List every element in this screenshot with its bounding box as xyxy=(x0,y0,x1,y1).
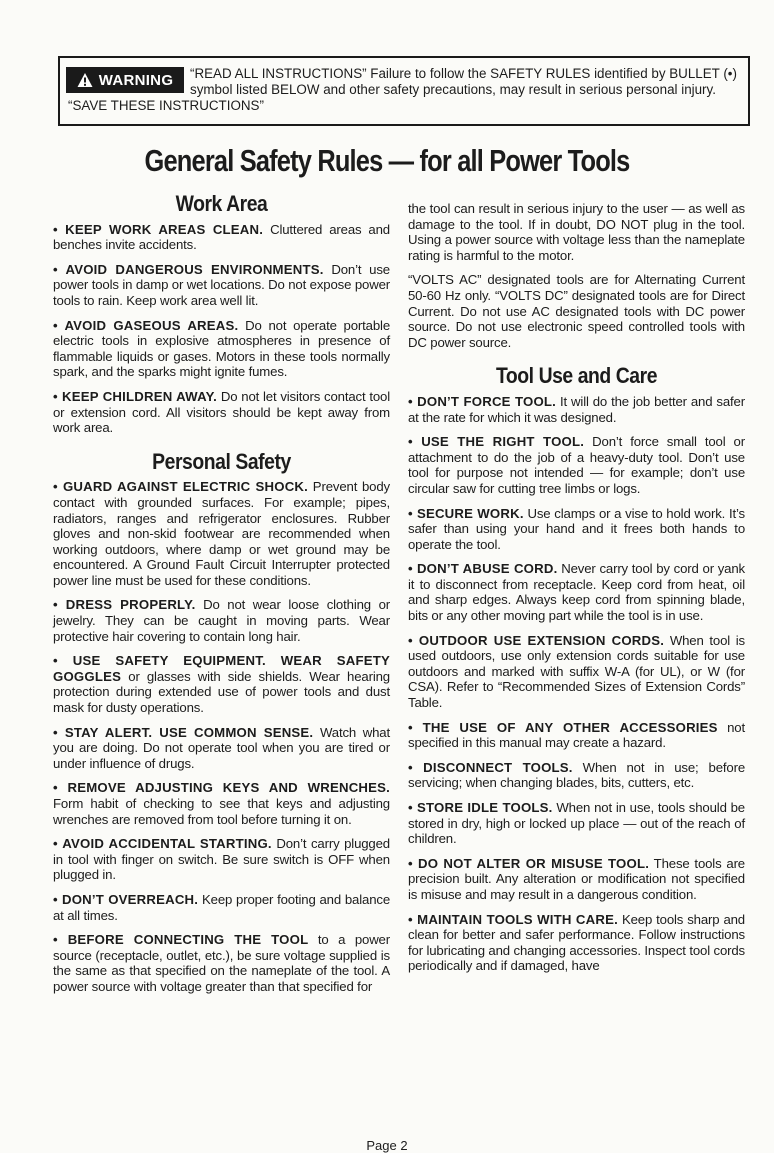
rule-text: Use clamps or a vise to hold work. It’s safer than using your hand and it frees both hands to operate the tool. xyxy=(408,505,745,552)
rule-text: Do not wear loose clothing or jewelry. They can be caught in moving parts. Wear protective hair covering to contain long hair. xyxy=(53,597,390,644)
rule-lead: • DON’T ABUSE CORD. xyxy=(408,561,558,577)
safety-rule xyxy=(53,725,390,772)
rule-lead: • DISCONNECT TOOLS. xyxy=(408,759,573,775)
rule-text: Do not let visitors contact tool or extension cord. All visitors should be kept away from work area. xyxy=(53,388,390,436)
rule-lead: • SECURE WORK. xyxy=(408,505,524,521)
safety-rule xyxy=(408,720,745,751)
rule-text: It will do the job better and safer at the rate for which it was designed. xyxy=(408,393,745,425)
rule-lead: • STAY ALERT. USE COMMON SENSE. xyxy=(53,724,314,740)
rule-lead: • DON’T OVERREACH. xyxy=(53,891,199,907)
page-number: Page 2 xyxy=(366,1138,408,1153)
rule-text: Don’t carry plugged in tool with finger on switch. Be sure switch is OFF when plugged in. xyxy=(53,836,390,883)
rule-lead: • OUTDOOR USE EXTENSION CORDS. xyxy=(408,632,665,648)
safety-rule xyxy=(408,561,745,623)
safety-rule xyxy=(53,389,390,436)
rule-text: Keep tools sharp and clean for better and safer performance. Follow instructions for lubricating and changing accessories. Inspect tool cords periodically and if damaged, have xyxy=(408,911,745,974)
rule-lead: • AVOID ACCIDENTAL STARTING. xyxy=(53,836,272,852)
safety-rule xyxy=(53,932,390,994)
rule-text: Never carry tool by cord or yank it to disconnect from receptacle. Keep cord from heat, oil and sharp edges. Always keep cord from spinning blade, bits or any other moving part while the tool is in use. xyxy=(408,561,745,624)
rule-text: Prevent body contact with grounded surfaces. For example; pipes, radiators, ranges and refrigerator enclosures. Rubber gloves and non-skid footwear are recommended when working outdoors, where damp or wet ground may be encountered. A Ground Fault Circuit Interrupter protected power line must be used for these conditions. xyxy=(53,479,390,588)
rule-text: When not in use; before servicing; when changing blades, bits, cutters, etc. xyxy=(408,759,746,791)
safety-rule xyxy=(53,892,390,923)
left-column xyxy=(53,191,391,1004)
rule-lead: • KEEP CHILDREN AWAY. xyxy=(53,388,217,404)
safety-rule xyxy=(408,506,745,553)
rule-text: to a power source (receptacle, outlet, etc.), be sure voltage supplied is the same as that specified on the nameplate of the tool. A power source with voltage greater than that specified for xyxy=(53,932,390,994)
section-heading-tool-use: Tool Use and Care xyxy=(495,363,658,389)
warning-badge-label: WARNING xyxy=(98,71,174,89)
warning-line-1: “READ ALL INSTRUCTIONS” Failure to follow the SAFETY RULES identified by BULLET (•) xyxy=(190,66,737,81)
safety-rule xyxy=(53,597,390,644)
safety-rule xyxy=(408,394,745,425)
safety-rule xyxy=(53,318,390,380)
rule-text: These tools are precision built. Any alteration or modification not specified is misuse and may result in a dangerous condition. xyxy=(408,855,745,902)
safety-rule xyxy=(408,434,745,496)
rule-text: When not in use, tools should be stored in dry, high or locked up place — out of the reach of children. xyxy=(408,800,745,847)
safety-rule xyxy=(53,780,390,827)
rule-lead: • REMOVE ADJUSTING KEYS AND WRENCHES. xyxy=(53,780,390,796)
rule-text: When tool is used outdoors, use only extension cords suitable for use outdoors and marked with suffix W-A (for UL), or W (for CSA). Refer to “Recommended Sizes of Extension Cords” Table. xyxy=(408,632,745,711)
safety-rule xyxy=(408,856,745,903)
rule-text: or glasses with side shields. Wear hearing protection during extended use of power tools and dust mask for dusty operations. xyxy=(53,668,390,716)
section-heading-personal-safety: Personal Safety xyxy=(152,448,291,474)
section-heading-work-area: Work Area xyxy=(175,191,268,216)
safety-rule xyxy=(53,653,390,715)
rule-text: Do not operate portable electric tools in explosive atmospheres in presence of flammable liquids or gases. Motors in these tools normally spark, and the sparks might ignite fumes. xyxy=(53,317,390,380)
safety-rule xyxy=(408,633,745,711)
continuation-paragraph: “VOLTS AC” designated tools are for Alternating Current 50-60 Hz only. “VOLTS DC” designated tools are for Direct Current. Do not use AC designated tools with DC power source. Do not use electronic speed controlled tools with DC power source. xyxy=(408,272,745,350)
rule-lead: • MAINTAIN TOOLS WITH CARE. xyxy=(408,911,618,927)
rule-lead: • USE THE RIGHT TOOL. xyxy=(408,434,585,450)
safety-rule xyxy=(408,800,745,847)
warning-line-3: “SAVE THESE INSTRUCTIONS” xyxy=(68,98,264,113)
rule-lead: • AVOID GASEOUS AREAS. xyxy=(53,317,239,333)
safety-rule xyxy=(408,912,745,974)
rule-lead: • AVOID DANGEROUS ENVIRONMENTS. xyxy=(53,261,324,277)
rule-lead: • DO NOT ALTER OR MISUSE TOOL. xyxy=(408,855,650,871)
rule-text: Don’t force small tool or attachment to do the job of a heavy-duty tool. Don’t use tool for purpose not intended — for example; don’t use circular saw for cutting tree limbs or logs. xyxy=(408,434,745,496)
rule-text: Cluttered areas and benches invite accidents. xyxy=(53,221,390,253)
warning-text xyxy=(68,66,740,114)
safety-rule xyxy=(408,760,745,791)
rule-text: Don’t use power tools in damp or wet locations. Do not expose power tools to rain. Keep work area well lit. xyxy=(53,261,390,308)
warning-box xyxy=(58,56,750,126)
rule-lead: • GUARD AGAINST ELECTRIC SHOCK. xyxy=(53,479,309,495)
rule-lead: • KEEP WORK AREAS CLEAN. xyxy=(53,221,264,237)
rule-lead: • USE SAFETY EQUIPMENT. WEAR SAFETY GOGGLES xyxy=(53,653,390,684)
safety-rule xyxy=(53,836,390,883)
rule-text: Watch what you are doing. Do not operate tool when you are tired or under influence of drugs. xyxy=(53,724,391,771)
continuation-paragraph: the tool can result in serious injury to the user — as well as damage to the tool. If in doubt, DO NOT plug in the tool. Using a power source with voltage less than the nameplate rating is harmful to the motor. xyxy=(408,201,745,263)
rule-lead: • DON’T FORCE TOOL. xyxy=(408,393,557,409)
rule-lead: • STORE IDLE TOOLS. xyxy=(408,800,553,815)
safety-rule xyxy=(53,479,390,588)
rule-text: Keep proper footing and balance at all times. xyxy=(53,891,391,923)
rule-text: not specified in this manual may create a hazard. xyxy=(408,719,745,751)
rule-lead: • BEFORE CONNECTING THE TOOL xyxy=(53,932,309,948)
warning-line-2: symbol listed BELOW and other safety precautions, may result in serious personal injury. xyxy=(190,82,716,97)
safety-rule xyxy=(53,222,390,253)
rule-text: Form habit of checking to see that keys and adjusting wrenches are removed from tool before turning it on. xyxy=(53,796,390,827)
rule-lead: • DRESS PROPERLY. xyxy=(53,597,196,613)
rule-lead: • THE USE OF ANY OTHER ACCESSORIES xyxy=(408,719,718,735)
right-column xyxy=(408,201,745,983)
safety-rule xyxy=(53,262,390,309)
page-title: General Safety Rules — for all Power Tools xyxy=(144,143,630,178)
